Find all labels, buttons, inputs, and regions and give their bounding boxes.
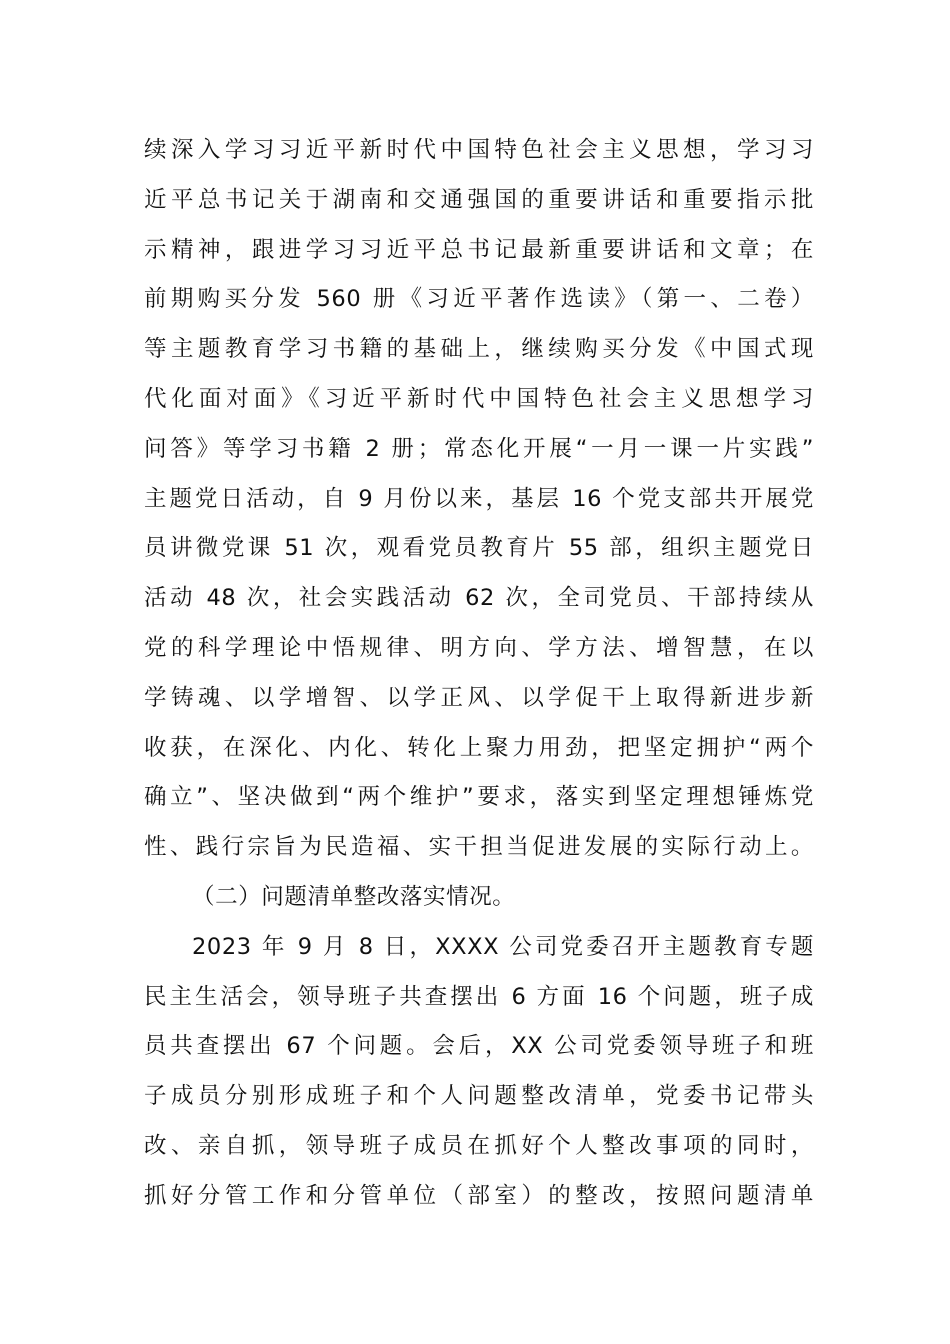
body-text bbox=[144, 126, 814, 1222]
paragraph-line: 党的科学理论中悟规律、明方向、学方法、增智慧，在以 bbox=[144, 634, 814, 661]
paragraph-line: 员讲微党课 51 次，观看党员教育片 55 部，组织主题党日 bbox=[144, 535, 814, 562]
paragraph-line: 收获，在深化、内化、转化上聚力用劲，把坚定拥护“两个 bbox=[144, 734, 814, 761]
paragraph-line: 子成员分别形成班子和个人问题整改清单，党委书记带头 bbox=[144, 1083, 814, 1110]
paragraph-line: 等主题教育学习书籍的基础上，继续购买分发《中国式现 bbox=[144, 336, 814, 363]
paragraph-line: 2023 年 9 月 8 日，XXXX 公司党委召开主题教育专题 bbox=[192, 933, 814, 960]
paragraph-line: 确立”、坚决做到“两个维护”要求，落实到坚定理想锤炼党 bbox=[144, 784, 814, 811]
paragraph-line: 学铸魂、以学增智、以学正风、以学促干上取得新进步新 bbox=[144, 684, 814, 711]
paragraph-line: 示精神，跟进学习习近平总书记最新重要讲话和文章；在 bbox=[144, 236, 814, 263]
paragraph-line: 主题党日活动，自 9 月份以来，基层 16 个党支部共开展党 bbox=[144, 485, 814, 512]
paragraph-line: 活动 48 次，社会实践活动 62 次，全司党员、干部持续从 bbox=[144, 585, 814, 612]
paragraph-line: 员共查摆出 67 个问题。会后，XX 公司党委领导班子和班 bbox=[144, 1033, 814, 1060]
paragraph-line: 民主生活会，领导班子共查摆出 6 方面 16 个问题，班子成 bbox=[144, 983, 814, 1010]
paragraph-line: 近平总书记关于湖南和交通强国的重要讲话和重要指示批 bbox=[144, 186, 814, 213]
paragraph-line: 代化面对面》《习近平新时代中国特色社会主义思想学习 bbox=[144, 385, 814, 412]
paragraph-line: 改、亲自抓，领导班子成员在抓好个人整改事项的同时， bbox=[144, 1132, 814, 1159]
paragraph-line: 问答》等学习书籍 2 册；常态化开展“一月一课一片实践” bbox=[144, 435, 814, 462]
paragraph-line: 抓好分管工作和分管单位（部室）的整改，按照问题清单 bbox=[144, 1182, 814, 1209]
paragraph-line: 性、践行宗旨为民造福、实干担当促进发展的实际行动上。 bbox=[144, 834, 814, 861]
paragraph-line: 续深入学习习近平新时代中国特色社会主义思想，学习习 bbox=[144, 137, 814, 163]
section-heading: （二）问题清单整改落实情况。 bbox=[192, 883, 516, 910]
paragraph-line: 前期购买分发 560 册《习近平著作选读》（第一、二卷） bbox=[144, 286, 814, 313]
